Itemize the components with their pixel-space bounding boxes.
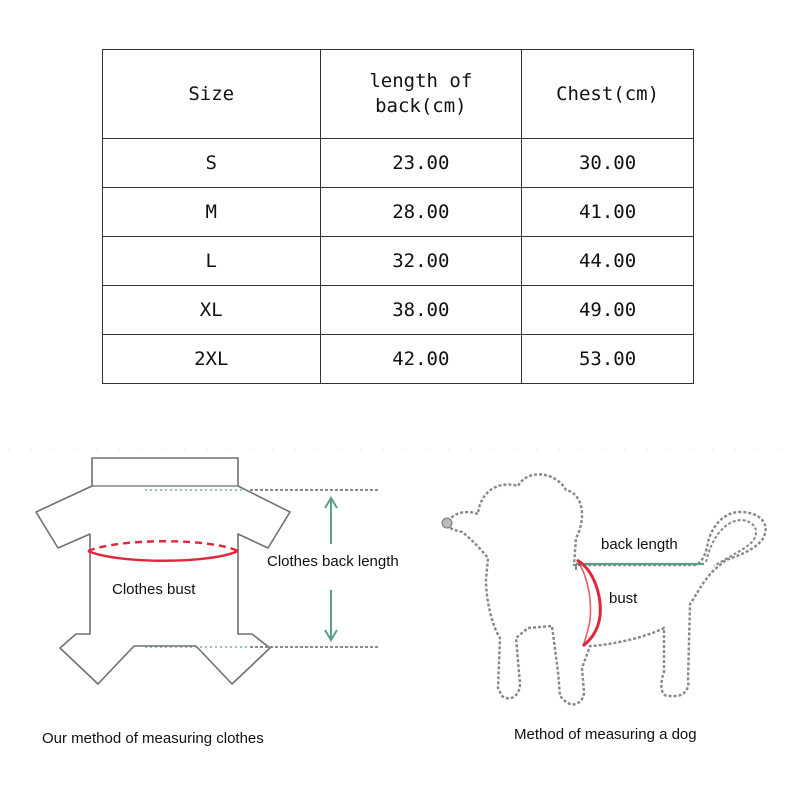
dog-outline [448,474,765,704]
dog-method-caption: Method of measuring a dog [514,726,697,743]
dog-nose [442,518,452,528]
cell-size: M [103,188,321,237]
cell-chest: 41.00 [522,188,694,237]
table-header-row [103,50,694,139]
dog-diagram [442,474,766,704]
measurement-diagrams [0,420,800,720]
header-back-length-line2: back(cm) [375,95,467,117]
garment-outline [36,458,290,684]
dog-bust-label: bust [609,590,638,607]
header-size: Size [103,50,321,139]
table-row [103,139,694,188]
cell-back-length: 23.00 [320,139,522,188]
cell-size: S [103,139,321,188]
clothes-method-caption: Our method of measuring clothes [42,730,264,747]
cell-back-length: 32.00 [320,237,522,286]
header-chest: Chest(cm) [522,50,694,139]
cell-back-length: 38.00 [320,286,522,335]
cell-size: XL [103,286,321,335]
dog-back-length-label: back length [601,536,678,553]
clothes-back-length-label: Clothes back length [267,553,399,570]
cell-chest: 49.00 [522,286,694,335]
cell-size: 2XL [103,335,321,384]
cell-chest: 44.00 [522,237,694,286]
clothes-bust-label: Clothes bust [112,581,196,598]
cell-chest: 53.00 [522,335,694,384]
cell-size: L [103,237,321,286]
table-row [103,335,694,384]
header-back-length [320,50,522,139]
clothes-diagram [36,458,399,684]
table-row [103,237,694,286]
dog-bust-loop [577,560,600,646]
size-chart-table [102,49,694,384]
table-row [103,188,694,237]
cell-back-length: 28.00 [320,188,522,237]
cell-back-length: 42.00 [320,335,522,384]
table-row [103,286,694,335]
header-back-length-line1: length of [369,70,473,93]
cell-chest: 30.00 [522,139,694,188]
